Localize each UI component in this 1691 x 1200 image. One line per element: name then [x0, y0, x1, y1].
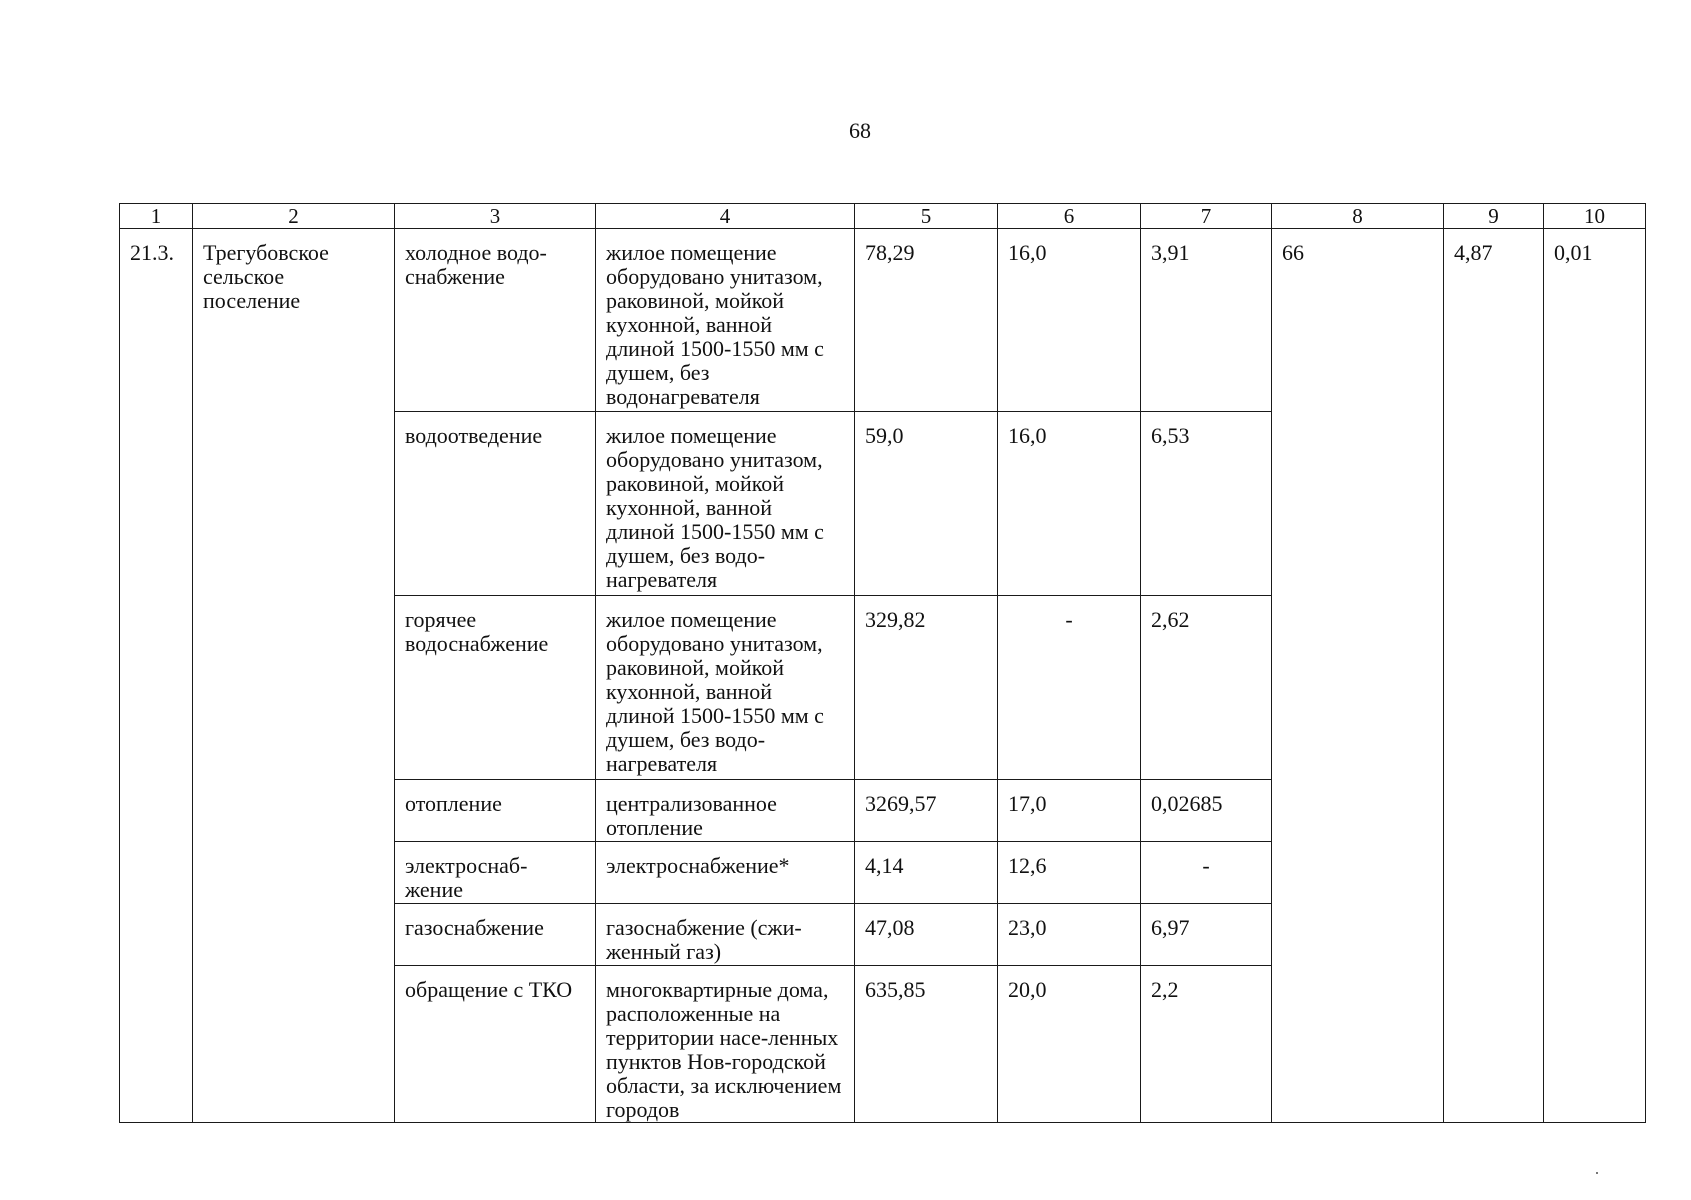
column-header: 7: [1141, 204, 1272, 229]
page-number: 68: [849, 118, 871, 143]
column-header: 3: [395, 204, 596, 229]
cell-col5: 3269,57: [855, 780, 998, 842]
cell-col7: 6,97: [1141, 904, 1272, 966]
cell-col6: 16,0: [998, 229, 1141, 412]
cell-col7: 3,91: [1141, 229, 1272, 412]
service-description: жилое помещение оборудовано унитазом, раковиной, мойкой кухонной, ванной длиной 1500-1550 мм с душем, без водонагревателя: [596, 229, 855, 412]
scan-speck: [1596, 1172, 1598, 1174]
service-description: жилое помещение оборудовано унитазом, раковиной, мойкой кухонной, ванной длиной 1500-1550 мм с душем, без водо-нагревателя: [596, 412, 855, 596]
service-description: централизованное отопление: [596, 780, 855, 842]
service-name: отопление: [395, 780, 596, 842]
cell-col7: 6,53: [1141, 412, 1272, 596]
cell-col6: 23,0: [998, 904, 1141, 966]
cell-col5: 59,0: [855, 412, 998, 596]
cell-col7: 0,02685: [1141, 780, 1272, 842]
cell-col7: 2,2: [1141, 966, 1272, 1123]
cell-col9: 4,87: [1444, 229, 1544, 1123]
service-name: электроснаб-жение: [395, 842, 596, 904]
cell-col10: 0,01: [1544, 229, 1646, 1123]
cell-col7: 2,62: [1141, 596, 1272, 780]
service-name: холодное водо-снабжение: [395, 229, 596, 412]
cell-col6: 16,0: [998, 412, 1141, 596]
column-header: 8: [1272, 204, 1444, 229]
service-description: электроснабжение*: [596, 842, 855, 904]
settlement-name: Трегубовское сельское поселение: [193, 229, 395, 1123]
column-header: 6: [998, 204, 1141, 229]
service-description: жилое помещение оборудовано унитазом, раковиной, мойкой кухонной, ванной длиной 1500-1550 мм с душем, без водо-нагревателя: [596, 596, 855, 780]
cell-col6: 20,0: [998, 966, 1141, 1123]
cell-col7: -: [1141, 842, 1272, 904]
cell-col5: 78,29: [855, 229, 998, 412]
service-description: многоквартирные дома, расположенные на территории насе-ленных пунктов Нов-городской области, за исключением городов: [596, 966, 855, 1123]
cell-col5: 329,82: [855, 596, 998, 780]
column-header: 5: [855, 204, 998, 229]
tariff-table: [119, 203, 1646, 1123]
cell-col5: 635,85: [855, 966, 998, 1123]
table-row: [120, 229, 1646, 412]
cell-col6: 12,6: [998, 842, 1141, 904]
service-name: горячее водоснабжение: [395, 596, 596, 780]
column-header: 9: [1444, 204, 1544, 229]
service-name: газоснабжение: [395, 904, 596, 966]
cell-col5: 47,08: [855, 904, 998, 966]
service-name: водоотведение: [395, 412, 596, 596]
cell-col8: 66: [1272, 229, 1444, 1123]
cell-col6: -: [998, 596, 1141, 780]
column-number-row: [120, 204, 1646, 229]
row-number: 21.3.: [120, 229, 193, 1123]
column-header: 4: [596, 204, 855, 229]
cell-col6: 17,0: [998, 780, 1141, 842]
column-header: 2: [193, 204, 395, 229]
column-header: 10: [1544, 204, 1646, 229]
service-name: обращение с ТКО: [395, 966, 596, 1123]
service-description: газоснабжение (сжи-женный газ): [596, 904, 855, 966]
cell-col5: 4,14: [855, 842, 998, 904]
column-header: 1: [120, 204, 193, 229]
